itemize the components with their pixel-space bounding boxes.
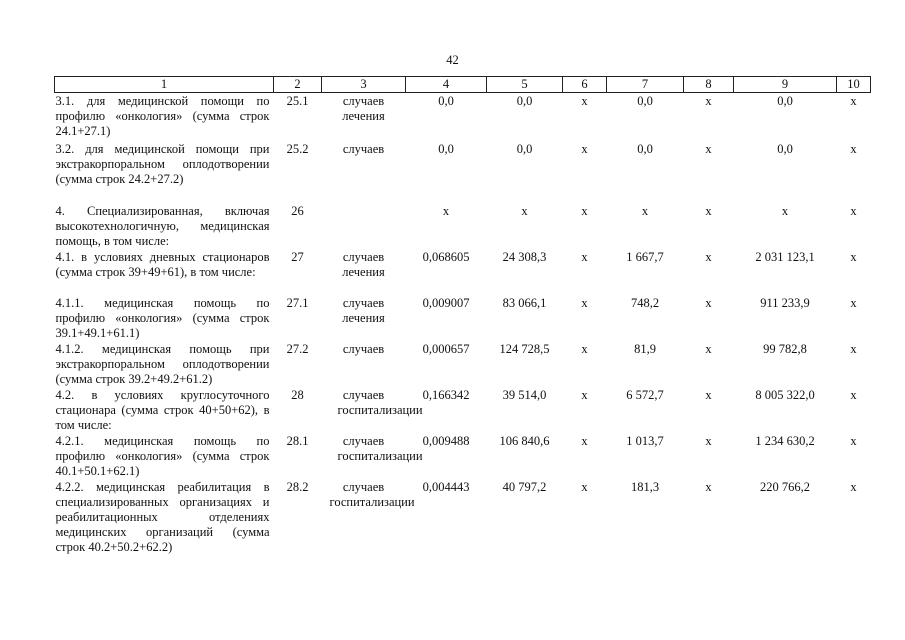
cell-col-9: х (781, 203, 789, 218)
row-code: 25.1 (286, 94, 309, 108)
row-code: 27.1 (286, 295, 309, 310)
cell-col-4: 0,009007 (422, 295, 470, 310)
table-row (55, 433, 871, 479)
cell-col-8: х (705, 94, 712, 108)
cell-col-4: 0,004443 (422, 479, 470, 494)
cell-col-6: х (581, 249, 588, 264)
cell-col-8: х (705, 249, 712, 264)
cell-col-5: 24 308,3 (502, 249, 547, 264)
cell-col-7: 1 013,7 (626, 433, 664, 448)
cell-col-9: 1 234 630,2 (755, 433, 815, 448)
cell-col-9: 220 766,2 (760, 479, 810, 494)
row-name: 4.2. в условиях круглосуточного стационара (сумма строк 40+50+62), в том числе: (55, 387, 270, 432)
table-row (55, 387, 871, 433)
row-unit: случаев лечения (342, 94, 385, 123)
table-row (55, 341, 871, 387)
cell-col-6: х (581, 94, 588, 108)
table-row (55, 479, 871, 557)
row-code: 27 (291, 249, 304, 264)
cell-col-8: х (705, 203, 712, 218)
cell-col-8: х (705, 433, 712, 448)
table-row (55, 295, 871, 341)
cell-col-6: х (581, 341, 588, 356)
row-unit: случаев госпитализации (329, 479, 415, 509)
cell-col-4: 0,166342 (422, 387, 470, 402)
cell-col-5: 0,0 (516, 141, 533, 156)
cell-col-9: 2 031 123,1 (755, 249, 815, 264)
column-header-6: 6 (563, 77, 607, 93)
cell-col-10: х (850, 141, 857, 156)
cell-col-10: х (850, 295, 857, 310)
row-name: 4.1.1. медицинская помощь по профилю «онкология» (сумма строк 39.1+49.1+61.1) (55, 295, 270, 340)
cell-col-10: х (850, 203, 857, 218)
row-unit: случаев лечения (342, 249, 385, 279)
row-unit: случаев госпитализации (337, 387, 423, 417)
column-header-5: 5 (487, 77, 563, 93)
cell-col-5: 39 514,0 (502, 387, 547, 402)
cell-col-5: х (521, 203, 528, 218)
cell-col-10: х (850, 433, 857, 448)
cell-col-7: 0,0 (637, 141, 653, 156)
cell-col-4: 0,0 (438, 94, 454, 108)
cell-col-7: х (641, 203, 649, 218)
table-row (55, 203, 871, 249)
cell-col-5: 40 797,2 (502, 479, 547, 494)
cell-col-8: х (705, 479, 712, 494)
cell-col-8: х (705, 387, 712, 402)
column-header-7: 7 (607, 77, 684, 93)
row-code: 26 (291, 203, 304, 218)
table-row (55, 93, 871, 141)
cell-col-7: 181,3 (630, 479, 660, 494)
row-name: 4.1. в условиях дневных стационаров (сумма строк 39+49+61), в том числе: (55, 249, 270, 279)
cell-col-8: х (705, 141, 712, 156)
cell-col-10: х (850, 94, 857, 108)
row-code: 25.2 (286, 141, 309, 156)
cell-col-6: х (581, 387, 588, 402)
row-code: 28.1 (286, 433, 309, 448)
cell-col-9: 99 782,8 (763, 341, 807, 356)
row-unit: случаев госпитализации (337, 433, 423, 463)
table-row (55, 141, 871, 203)
row-name: 4.2.2. медицинская реабилитация в специализированных организациях и реабилитационных отделениях медицинских организаций (сумма строк 40.2+50.2+62.2) (55, 479, 270, 554)
cell-col-9: 911 233,9 (760, 295, 810, 310)
row-unit: случаев (342, 341, 385, 356)
cell-col-7: 748,2 (630, 295, 660, 310)
column-header-10: 10 (837, 77, 871, 93)
row-name: 4.2.1. медицинская помощь по профилю «онкология» (сумма строк 40.1+50.1+62.1) (55, 433, 270, 478)
cell-col-5: 124 728,5 (499, 341, 550, 356)
cell-col-4: х (442, 203, 450, 218)
row-unit: случаев лечения (342, 295, 385, 325)
cell-col-6: х (581, 203, 588, 218)
cell-col-9: 0,0 (777, 94, 793, 108)
row-unit: случаев (342, 141, 385, 156)
row-code: 28.2 (286, 479, 309, 494)
cell-col-4: 0,000657 (422, 341, 470, 356)
column-header-2: 2 (274, 77, 322, 93)
row-unit (322, 203, 406, 249)
cell-col-5: 0,0 (516, 94, 533, 108)
row-name: 3.2. для медицинской помощи при экстракорпоральном оплодотворении (сумма строк 24.2+27.2) (55, 141, 270, 186)
column-header-1: 1 (55, 77, 274, 93)
row-name: 3.1. для медицинской помощи по профилю «онкология» (сумма строк 24.1+27.1) (55, 94, 270, 138)
cell-col-7: 81,9 (634, 341, 656, 356)
column-header-8: 8 (684, 77, 734, 93)
cell-col-7: 1 667,7 (626, 249, 664, 264)
cell-col-8: х (705, 295, 712, 310)
row-name: 4. Специализированная, включая высокотехнологичную, медицинская помощь, в том числе: (55, 203, 270, 248)
column-number-header-row (55, 77, 871, 93)
cell-col-10: х (850, 479, 857, 494)
cell-col-6: х (581, 479, 588, 494)
cell-col-8: х (705, 341, 712, 356)
cell-col-4: 0,068605 (422, 249, 470, 264)
row-code: 27.2 (286, 341, 309, 356)
column-header-9: 9 (734, 77, 837, 93)
row-name: 4.1.2. медицинская помощь при экстракорпоральном оплодотворении (сумма строк 39.2+49.2+61.2) (55, 341, 270, 386)
cell-col-5: 83 066,1 (502, 295, 547, 310)
cell-col-7: 6 572,7 (626, 387, 664, 402)
cell-col-6: х (581, 141, 588, 156)
cell-col-4: 0,009488 (422, 433, 470, 448)
cell-col-10: х (850, 341, 857, 356)
column-header-3: 3 (322, 77, 406, 93)
cell-col-9: 0,0 (777, 141, 793, 156)
cell-col-6: х (581, 295, 588, 310)
cell-col-4: 0,0 (438, 141, 454, 156)
cell-col-7: 0,0 (637, 94, 653, 108)
page-number: 42 (446, 53, 459, 67)
cell-col-10: х (850, 249, 857, 264)
column-header-4: 4 (406, 77, 487, 93)
cell-col-6: х (581, 433, 588, 448)
cell-col-5: 106 840,6 (499, 433, 550, 448)
row-code: 28 (291, 387, 304, 402)
cell-col-10: х (850, 387, 857, 402)
data-table (54, 76, 871, 557)
table-row (55, 249, 871, 295)
cell-col-9: 8 005 322,0 (755, 387, 815, 402)
